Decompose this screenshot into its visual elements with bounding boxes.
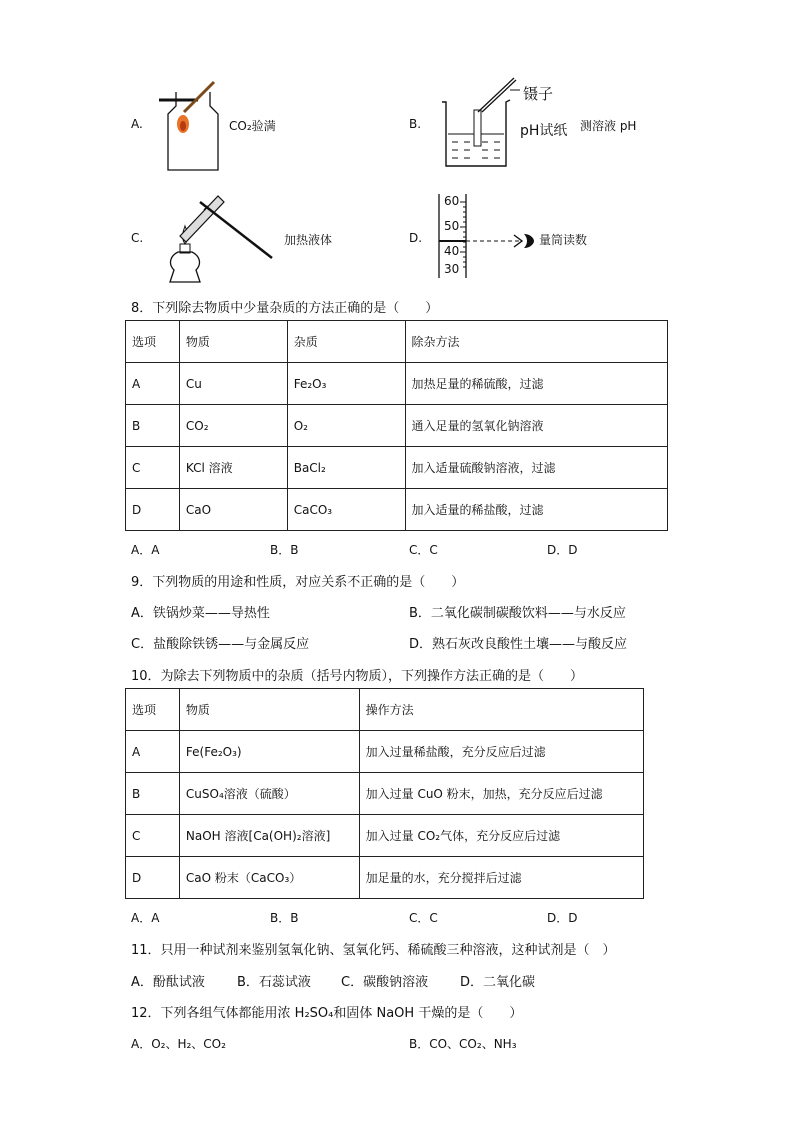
table-cell: 加入过量 CuO 粉末，加热，充分反应后过滤 (359, 773, 643, 815)
table-cell: CaO 粉末（CaCO₃） (179, 857, 359, 899)
table-cell: NaOH 溶液[Ca(OH)₂溶液] (179, 815, 359, 857)
table-cell: CaO (179, 489, 287, 531)
table-cell: CuSO₄溶液（硫酸） (179, 773, 359, 815)
q7-d-caption: 量筒读数 (539, 233, 588, 247)
q9-stem: 9．下列物质的用途和性质，对应关系不正确的是（ ） (131, 575, 465, 590)
table-cell: Fe₂O₃ (287, 363, 405, 405)
table-cell: C (126, 815, 180, 857)
cylinder-tick-40: 40 (444, 244, 460, 258)
q7-option-a-letter[interactable]: A. (131, 117, 143, 131)
q11-option-a[interactable]: A．酚酞试液 (131, 975, 205, 990)
table-cell: 加入过量稀盐酸，充分反应后过滤 (359, 731, 643, 773)
q10-option-d[interactable]: D．D (547, 911, 578, 925)
table-cell: BaCl₂ (287, 447, 405, 489)
table-cell: CO₂ (179, 405, 287, 447)
table-cell: 加入适量的稀盐酸，过滤 (405, 489, 667, 531)
header-cell: 选项 (126, 321, 180, 363)
table-cell: 加入过量 CO₂气体，充分反应后过滤 (359, 815, 643, 857)
q12-stem: 12．下列各组气体都能用浓 H₂SO₄和固体 NaOH 干燥的是（ ） (131, 1006, 523, 1021)
table-cell: 加入适量硫酸钠溶液，过滤 (405, 447, 667, 489)
q8-option-c[interactable]: C．C (409, 543, 438, 557)
table-cell: A (126, 363, 180, 405)
q12-option-b[interactable]: B．CO、CO₂、NH₃ (409, 1037, 517, 1051)
table-cell: 通入足量的氢氧化钠溶液 (405, 405, 667, 447)
q12-option-a[interactable]: A．O₂、H₂、CO₂ (131, 1037, 226, 1051)
header-cell: 选项 (126, 689, 180, 731)
cylinder-tick-30: 30 (444, 262, 460, 276)
table-cell: Fe(Fe₂O₃) (179, 731, 359, 773)
q11-option-d[interactable]: D．二氧化碳 (460, 975, 536, 990)
q9-option-c[interactable]: C．盐酸除铁锈——与金属反应 (131, 637, 310, 652)
table-cell: CaCO₃ (287, 489, 405, 531)
co2-bottle-figure (158, 78, 228, 174)
table-cell: B (126, 405, 180, 447)
q8-table (125, 320, 668, 531)
table-header-row (126, 689, 644, 731)
table-cell: D (126, 857, 180, 899)
q11-option-c[interactable]: C．碳酸钠溶液 (341, 975, 429, 990)
q7-b-caption: 测溶液 pH (580, 119, 637, 133)
header-cell: 除杂方法 (405, 321, 667, 363)
q10-option-b[interactable]: B．B (270, 911, 299, 925)
q11-stem: 11．只用一种试剂来鉴别氢氧化钠、氢氧化钙、稀硫酸三种溶液，这种试剂是（ ） (131, 943, 616, 958)
header-cell: 操作方法 (359, 689, 643, 731)
table-cell: C (126, 447, 180, 489)
q10-option-a[interactable]: A．A (131, 911, 160, 925)
q7-option-b-letter[interactable]: B. (409, 117, 422, 131)
ph-paper-label: pH试纸 (520, 123, 568, 139)
q10-option-c[interactable]: C．C (409, 911, 438, 925)
table-row (126, 447, 668, 489)
tweezers-label: 镊子 (523, 85, 554, 103)
table-header-row (126, 321, 668, 363)
q8-option-d[interactable]: D．D (547, 543, 578, 557)
table-row (126, 731, 644, 773)
header-cell: 物质 (179, 689, 359, 731)
q8-option-b[interactable]: B．B (270, 543, 299, 557)
table-cell: A (126, 731, 180, 773)
table-cell: O₂ (287, 405, 405, 447)
table-cell: Cu (179, 363, 287, 405)
q9-option-d[interactable]: D．熟石灰改良酸性土壤——与酸反应 (409, 637, 628, 652)
header-cell: 杂质 (287, 321, 405, 363)
q11-option-b[interactable]: B．石蕊试液 (237, 975, 311, 990)
table-row (126, 405, 668, 447)
q7-a-caption: CO₂验满 (229, 119, 276, 133)
q8-option-a[interactable]: A．A (131, 543, 160, 557)
ph-test-figure (440, 76, 520, 172)
table-cell: B (126, 773, 180, 815)
table-row (126, 773, 644, 815)
table-cell: KCl 溶液 (179, 447, 287, 489)
header-cell: 物质 (179, 321, 287, 363)
q10-table (125, 688, 644, 899)
q9-option-b[interactable]: B．二氧化碳制碳酸饮料——与水反应 (409, 606, 626, 621)
table-cell: 加热足量的稀硫酸，过滤 (405, 363, 667, 405)
cylinder-tick-60: 60 (444, 194, 460, 208)
q9-option-a[interactable]: A．铁锅炒菜——导热性 (131, 606, 270, 621)
table-row (126, 363, 668, 405)
table-cell: D (126, 489, 180, 531)
cylinder-tick-50: 50 (444, 219, 460, 233)
table-row (126, 815, 644, 857)
table-row (126, 857, 644, 899)
q8-stem: 8．下列除去物质中少量杂质的方法正确的是（ ） (131, 301, 439, 316)
q7-option-c-letter[interactable]: C. (131, 231, 144, 245)
table-cell: 加足量的水，充分搅拌后过滤 (359, 857, 643, 899)
q7-c-caption: 加热液体 (284, 233, 333, 247)
q10-stem: 10．为除去下列物质中的杂质（括号内物质），下列操作方法正确的是（ ） (131, 669, 584, 684)
table-row (126, 489, 668, 531)
q7-option-d-letter[interactable]: D. (409, 231, 423, 245)
heating-liquid-figure (160, 190, 280, 286)
